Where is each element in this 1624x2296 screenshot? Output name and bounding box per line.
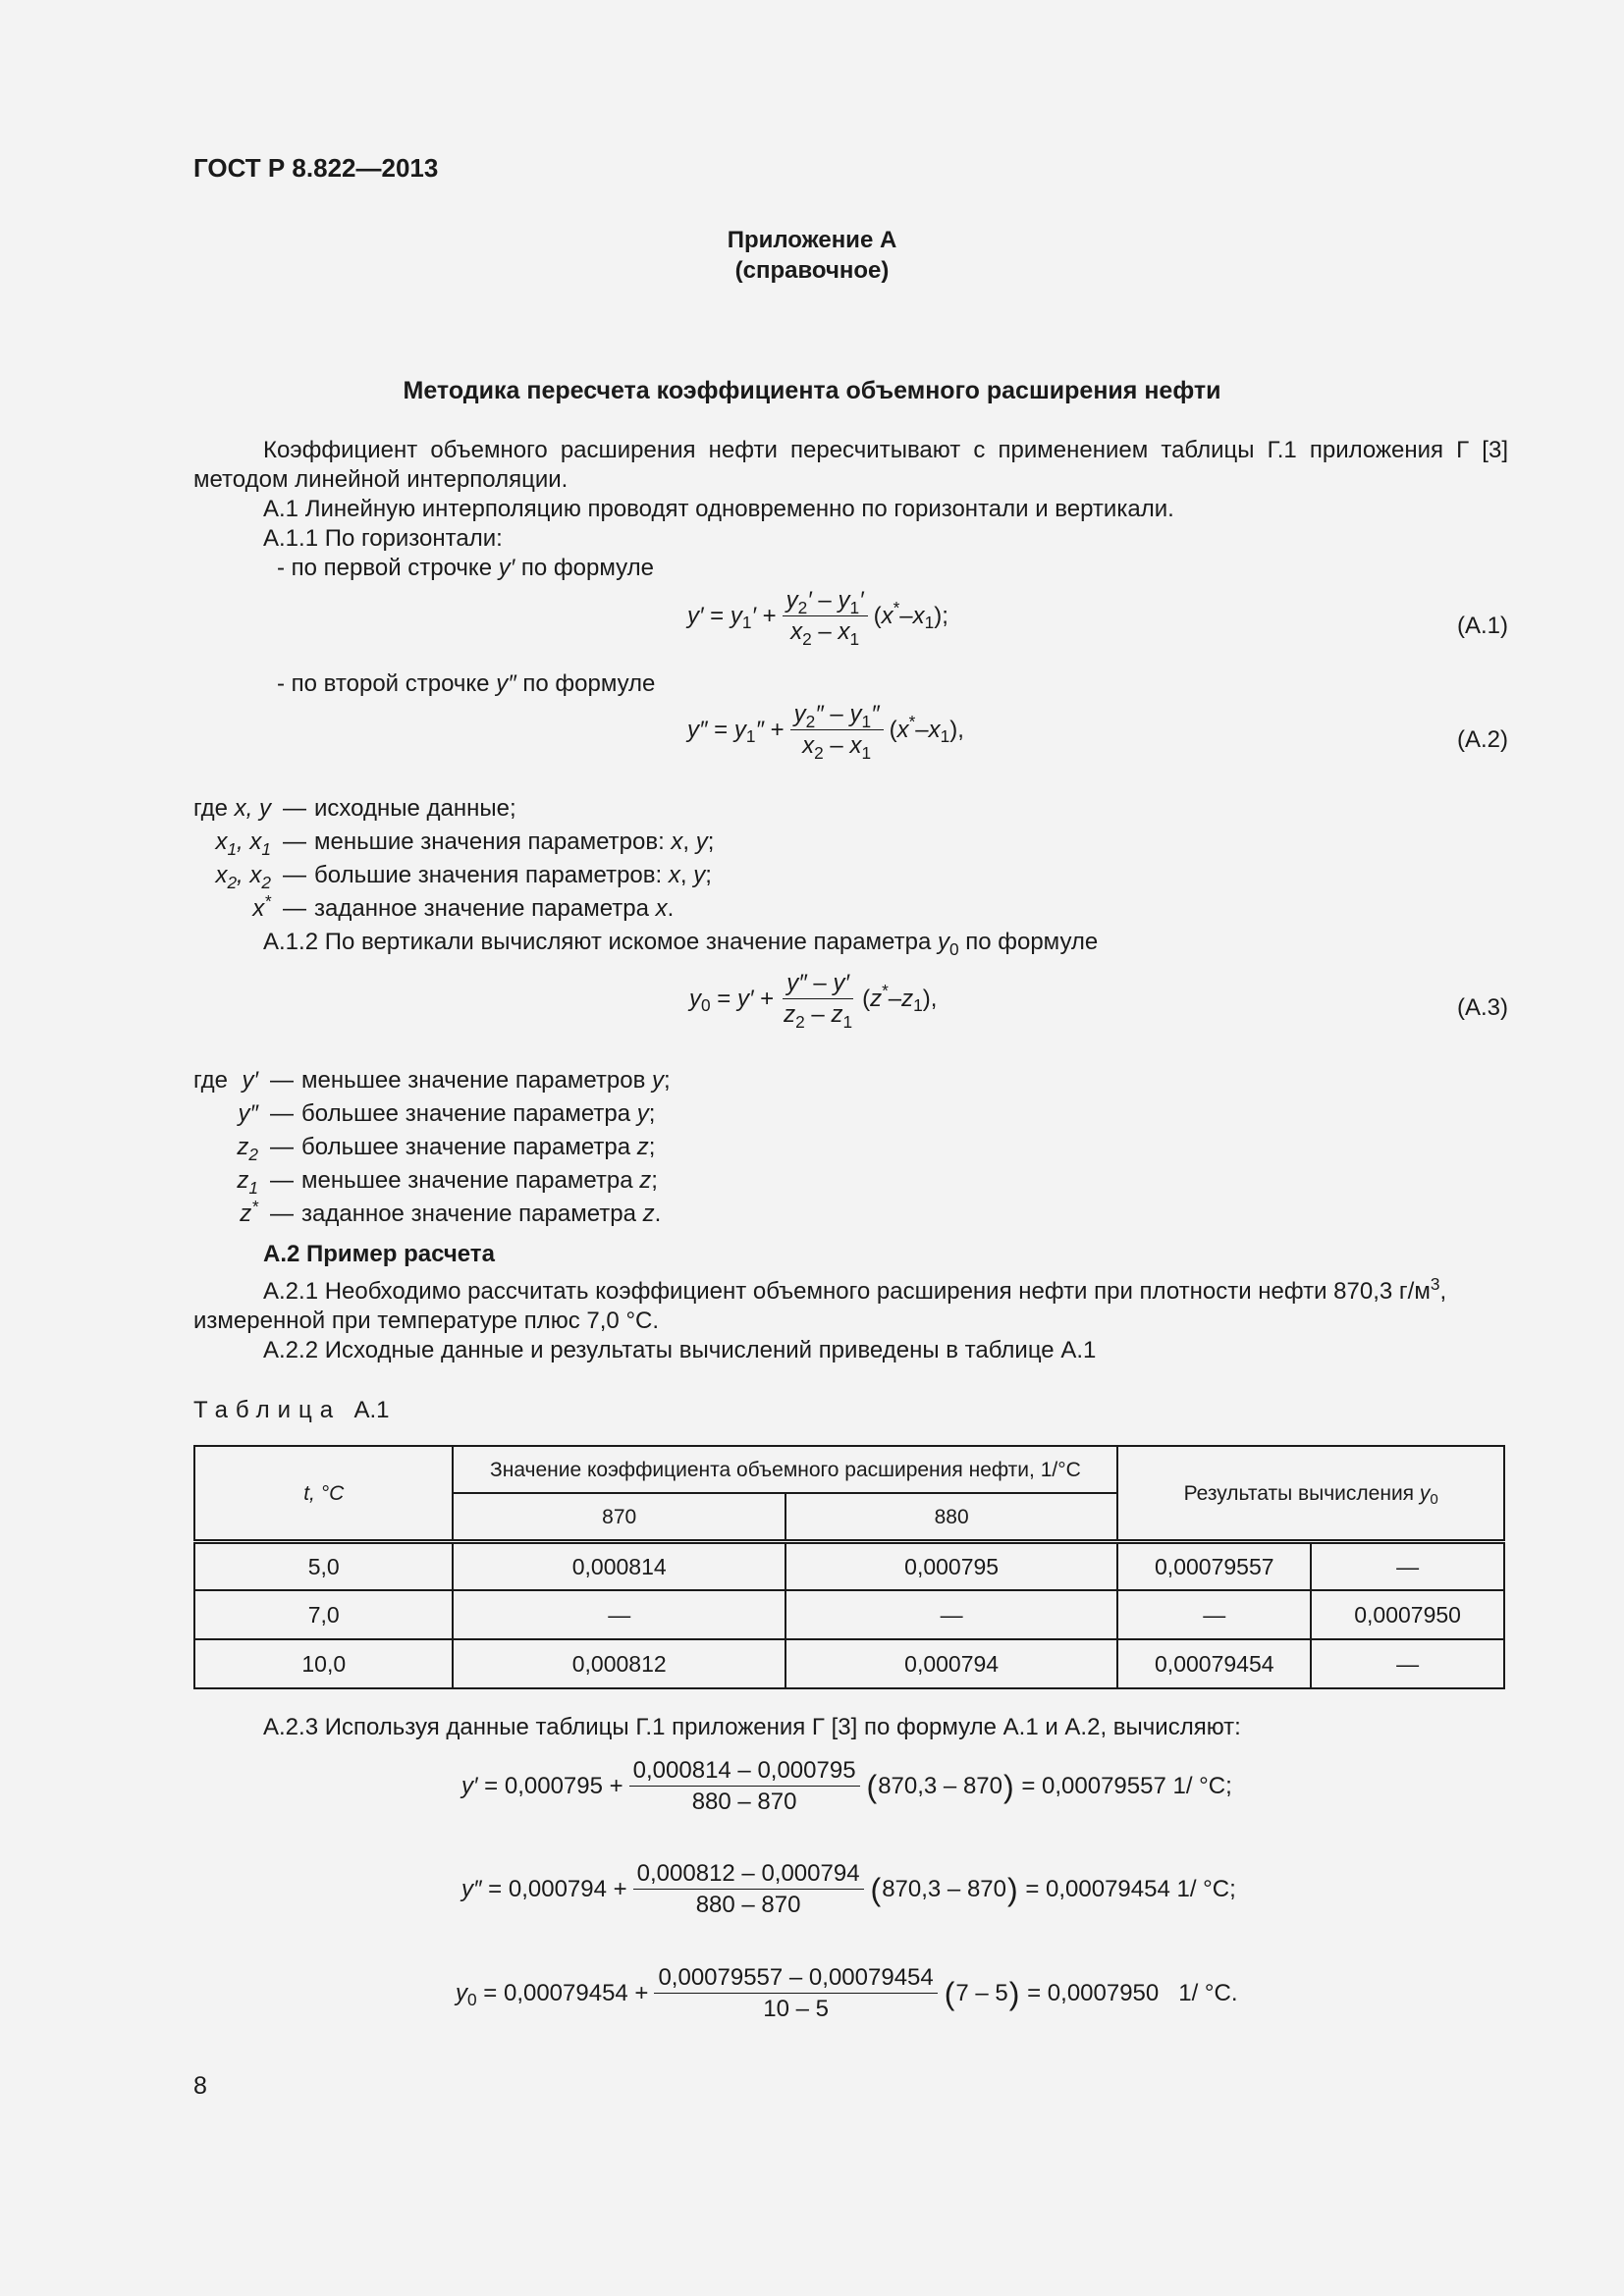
where-label-1: где	[193, 795, 229, 822]
appendix-title: Приложение А	[727, 227, 897, 253]
intro-line-2: методом линейной интерполяции.	[193, 466, 568, 493]
formula-a2: y″ = y $_1$ ″ + $\frac{y_2'' - y_1''}{x_2 - x_1}$ ( x * – x $_1$ ),	[687, 701, 964, 763]
table-row: 10,0 0,000812 0,000794 0,00079454 —	[194, 1639, 1504, 1688]
paragraph-a21-line1: А.2.1 Необходимо рассчитать коэффициент объемного расширения нефти при плотности нефти 870,3 $г/м^3$,	[263, 1273, 1447, 1305]
definition-row: $z_1$ — меньшее значение параметра z;	[237, 1167, 658, 1198]
table-row: 5,0 0,000814 0,000795 0,00079557 —	[194, 1542, 1504, 1591]
data-table	[193, 1445, 1505, 1689]
definition-row: x, y — исходные данные;	[234, 795, 516, 822]
paragraph-a23: А.2.3 Используя данные таблицы Г.1 приложения Г [3] по формуле А.1 и А.2, вычисляют:	[263, 1714, 1241, 1740]
table-row: 7,0 — — — 0,0007950	[194, 1590, 1504, 1639]
equation-number-a2: (А.2)	[1456, 726, 1508, 753]
header-coefficient: Значение коэффициента объемного расширения нефти, 1/°С	[453, 1446, 1117, 1493]
header-t: t, °С	[194, 1446, 453, 1542]
paragraph-a21-line2: измеренной при температуре плюс 7,0 °С.	[193, 1308, 660, 1334]
page-number: 8	[193, 2072, 207, 2100]
definition-row: $x_1$, $x_1$ — меньшие значения параметров: x, y;	[215, 828, 715, 859]
second-row-line: - по второй строчке y″ по формуле	[277, 670, 656, 697]
paragraph-a22: А.2.2 Исходные данные и результаты вычислений приведены в таблице А.1	[263, 1337, 1097, 1363]
definition-row: $x_2$, $x_2$ — большие значения параметров: x, y;	[215, 862, 712, 892]
equation-number-a1: (А.1)	[1456, 613, 1508, 639]
where-label-2: где	[193, 1067, 229, 1094]
appendix-subtitle: (справочное)	[734, 257, 890, 284]
calc-y-double-prime: y″ = 0,000794 + $\frac{0,000812 - 0,000794}{880 - 870}$ ( 870,3 – 870 ) = 0,00079454 1/ °С;	[461, 1860, 1236, 1918]
paragraph-a1: А.1 Линейную интерполяцию проводят одновременно по горизонтали и вертикали.	[263, 496, 1174, 522]
definition-row: y″ — большее значение параметра y;	[238, 1100, 656, 1127]
section-a2-title: А.2 Пример расчета	[263, 1241, 495, 1267]
definition-row: x* — заданное значение параметра x.	[252, 890, 675, 922]
definition-row: $z_2$ — большее значение параметра z;	[237, 1134, 656, 1164]
first-row-line: - по первой строчке y′ по формуле	[277, 555, 654, 581]
equation-number-a3: (А.3)	[1456, 994, 1508, 1021]
paragraph-a12: А.1.2 По вертикали вычисляют искомое значение параметра $y_0$ по формуле	[263, 929, 1099, 959]
header-880: 880	[785, 1493, 1117, 1542]
section-title: Методика пересчета коэффициента объемного расширения нефти	[403, 377, 1221, 404]
header-result: Результаты вычисления $y_0$	[1117, 1446, 1504, 1542]
header-870: 870	[453, 1493, 785, 1542]
definition-row: y′ — меньшее значение параметров y;	[242, 1067, 671, 1094]
definition-row: z* — заданное значение параметра z.	[240, 1196, 662, 1227]
formula-a3: y $_0$ = y′ + $\frac{y'' - y'}{z_2 - z_1}$ ( z * – z $_1$ ),	[689, 970, 938, 1032]
intro-line-1: Коэффициент объемного расширения нефти пересчитывают с применением таблицы Г.1 приложения Г [3]	[263, 437, 1508, 463]
calc-y-prime: y′ = 0,000795 + $\frac{0,000814 - 0,000795}{880 - 870}$ ( 870,3 – 870 ) = 0,00079557 1/ °С;	[461, 1757, 1232, 1815]
table-caption: Таблица А.1	[193, 1397, 390, 1423]
formula-a1: y′ = y $_1$ ′ + $\frac{y_2' - y_1'}{x_2 - x_1}$ ( x * – x $_1$ );	[687, 587, 948, 649]
document-header: ГОСТ Р 8.822—2013	[193, 153, 439, 183]
calc-y0: y $_0$ = 0,00079454 + $\frac{0,00079557 - 0,00079454}{10 - 5}$ ( 7 – 5 ) = 0,0007950 1/ °С.	[456, 1964, 1238, 2022]
paragraph-a11: А.1.1 По горизонтали:	[263, 525, 503, 552]
